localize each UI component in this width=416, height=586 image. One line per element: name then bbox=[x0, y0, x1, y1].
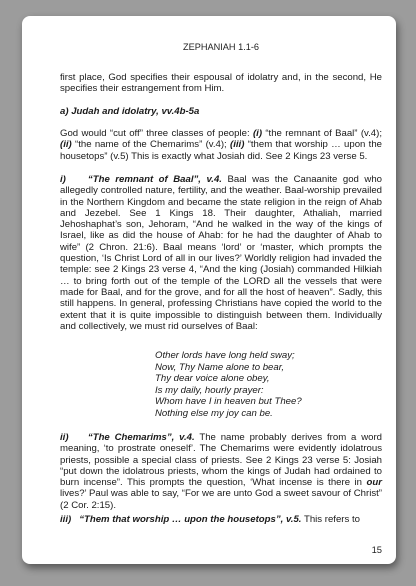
marker-i: (i) bbox=[252, 128, 263, 139]
running-header: ZEPHANIAH 1.1-6 bbox=[182, 42, 260, 52]
emphasis-our: our bbox=[366, 477, 382, 489]
poem-line: Whom have I in heaven but Thee? bbox=[155, 396, 302, 407]
poem-quote bbox=[155, 350, 355, 419]
paragraph-classes: God would “cut off” three classes of people: (i) “the remnant of Baal” (v.4); (ii) “the name of the Chemarims” (v.4); (iii) “them that worship … upon the housetops” (v.5) This is exactly what Josiah did. See 2 Kings 23 verse 5. bbox=[60, 128, 382, 162]
book-page bbox=[22, 16, 396, 564]
page-number: 15 bbox=[371, 544, 382, 555]
subheading-chemarims: ii) “The Chemarims”, v.4. bbox=[60, 432, 195, 443]
poem-line: Thy dear voice alone obey, bbox=[155, 373, 270, 384]
paragraph-baal: i) “The remnant of Baal”, v.4. Baal was the Canaanite god who allegedly controlled nature, fertility, and the weather. Baal-worship prevailed in the Northern Kingdom and became the state religion in the reign of Ahab and Jezebel. See 1 Kings 18. Their daughter, Athaliah, married Jehoshaphat’s son, Jehoram, “And he walked in the way of the kings of Israel, like as did the house of Ahab: for he had the daughter of Ahab to wife” (2 Chron. 21:6). Baal means ‘lord’ or ‘master, which prompts the question, ‘Is Christ Lord of all in our lives?’ Worldly religion had invaded the temple: see 2 Kings 23 verse 4, “And the king (Josiah) commanded Hilkiah … to bring forth out of the temple of the LORD all the vessels that were made for Baal, and for the grove, and for all the host of heaven”. Sadly, this still happens. In general, professing Christians have copied the world to the extent that it is quite impossible to distinguish between them. Individually and collectively, we must rid ourselves of Baal: bbox=[60, 174, 382, 332]
paragraph-housetops: iii) “Them that worship … upon the housetops”, v.5. This refers to bbox=[60, 514, 360, 525]
paragraph-chemarims: ii) “The Chemarims”, v.4. The name probably derives from a word meaning, ‘to prostrate oneself’. The Chemarims were evidently idolatrous priests, possible a special class of priests. See 2 Kings 23 verse 5: Josiah “put down the idolatrous priests, whom the kings of Judah had ordained to burn incense”. This prompts the question, ‘What incense is there in our lives?’ Paul was able to say, “For we are unto God a sweet savour of Christ” (2 Cor. 2:15). bbox=[60, 432, 383, 511]
section-heading: a) Judah and idolatry, vv.4b-5a bbox=[60, 106, 200, 117]
paragraph-intro: first place, God specifies their espousal of idolatry and, in the second, He specifies their estrangement from Him. bbox=[60, 72, 382, 95]
poem-line: Now, Thy Name alone to bear, bbox=[155, 361, 285, 373]
poem-line: Other lords have long held sway; bbox=[155, 350, 295, 361]
poem-line: Is my daily, hourly prayer: bbox=[155, 384, 264, 396]
marker-ii: (ii) bbox=[60, 139, 72, 151]
poem-line: Nothing else my joy can be. bbox=[155, 407, 273, 419]
subheading-baal: i) “The remnant of Baal”, v.4. bbox=[60, 174, 222, 185]
subheading-housetops: iii) “Them that worship … upon the housetops”, v.5. bbox=[60, 514, 302, 525]
marker-iii: (iii) bbox=[230, 139, 245, 151]
